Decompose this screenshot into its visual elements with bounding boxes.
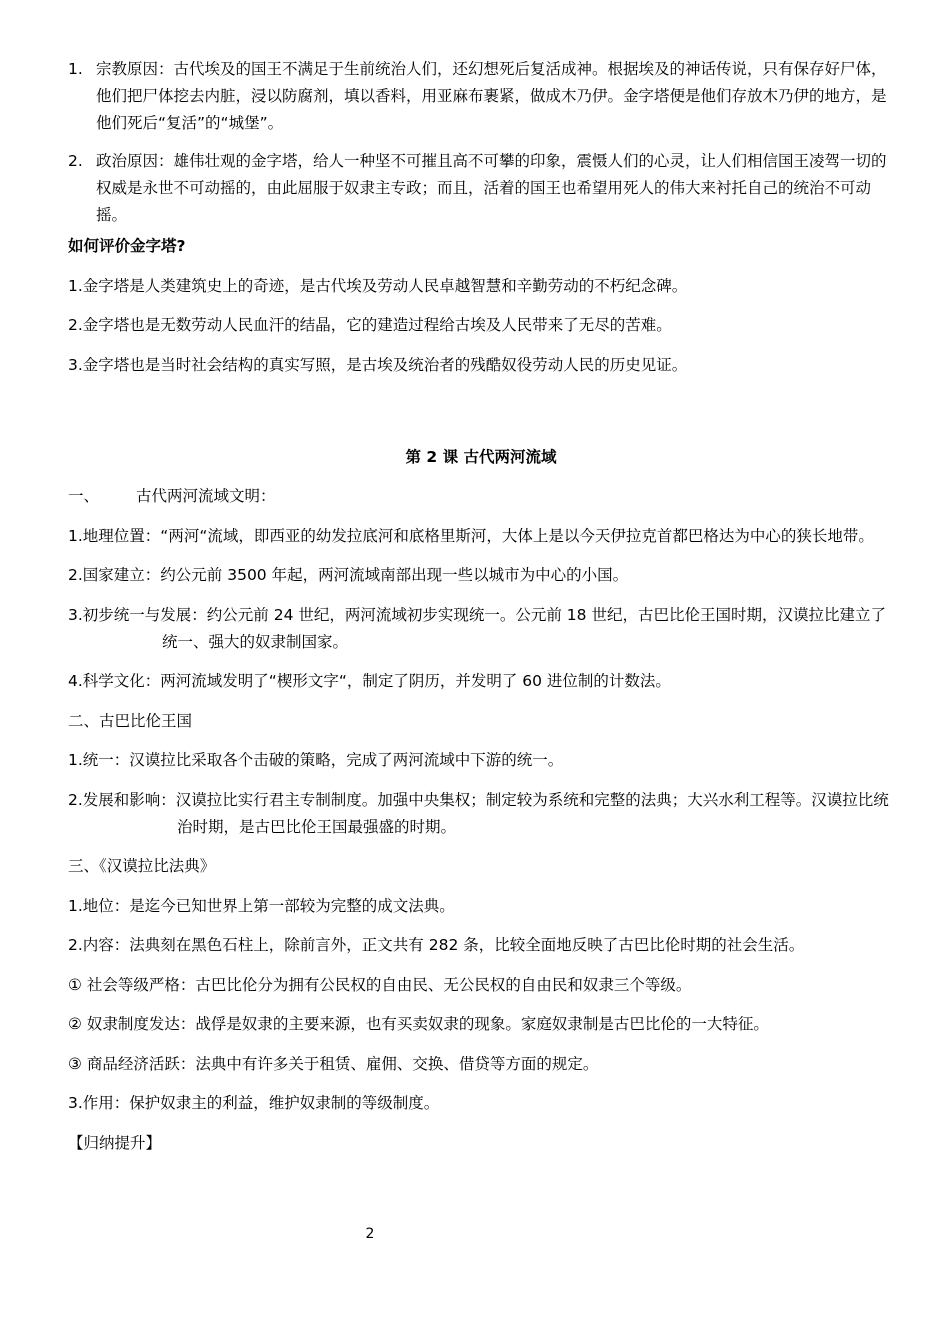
section1-item-3: 3.初步统一与发展：约公元前 24 世纪，两河流域初步实现统一。公元前 18 世纪，古巴比伦王国时期，汉谟拉比建立了统一、强大的奴隶制国家。 (68, 606, 886, 651)
section3-subitem-2: ② 奴隶制度发达：战俘是奴隶的主要来源，也有买卖奴隶的现象。家庭奴隶制是古巴比伦的一大特征。 (68, 1015, 769, 1033)
section1-heading (68, 483, 894, 510)
section2-item-1: 1.统一：汉谟拉比采取各个击破的策略，完成了两河流域中下游的统一。 (68, 751, 564, 769)
evaluate-item-1: 1.金字塔是人类建筑史上的奇迹，是古代埃及劳动人民卓越智慧和辛勤劳动的不朽纪念碑。 (68, 277, 688, 295)
section1-item-1: 1.地理位置：“两河“流域，即西亚的幼发拉底河和底格里斯河，大体上是以今天伊拉克首都巴格达为中心的狭长地带。 (68, 527, 874, 545)
section1-item-4: 4.科学文化：两河流域发明了“楔形文字“，制定了阴历，并发明了 60 进位制的计数法。 (68, 672, 671, 690)
list-number: 1. (68, 60, 83, 78)
section1-number: 一、 (68, 487, 100, 505)
section3-item-3: 3.作用：保护奴隶主的利益，维护奴隶制的等级制度。 (68, 1094, 440, 1112)
evaluate-heading: 如何评价金字塔? (68, 237, 186, 255)
religion-reason (68, 56, 894, 137)
section3-item-2: 2.内容：法典刻在黑色石柱上，除前言外，正文共有 282 条，比较全面地反映了古巴比伦时期的社会生活。 (68, 936, 805, 954)
section1-item-2: 2.国家建立：约公元前 3500 年起，两河流域南部出现一些以城市为中心的小国。 (68, 566, 629, 584)
section1-title: 古代两河流域文明： (136, 487, 276, 505)
list-text: 政治原因：雄伟壮观的金字塔，给人一种坚不可摧且高不可攀的印象，震慑人们的心灵，让人们相信国王凌驾一切的权威是永世不可动摇的，由此屈服于奴隶主专政；而且，活着的国王也希望用死人的伟大来衬托自己的统治不可动摇。 (96, 152, 887, 224)
evaluate-item-3: 3.金字塔也是当时社会结构的真实写照，是古埃及统治者的残酷奴役劳动人民的历史见证。 (68, 356, 688, 374)
section3-subitem-1: ① 社会等级严格：古巴比伦分为拥有公民权的自由民、无公民权的自由民和奴隶三个等级。 (68, 976, 692, 994)
list-number: 2. (68, 152, 83, 170)
section3-heading: 三、《汉谟拉比法典》 (68, 857, 216, 875)
summary-label: 【归纳提升】 (68, 1134, 162, 1152)
section2-heading: 二、古巴比伦王国 (68, 712, 193, 730)
lesson-title: 第 2 课 古代两河流域 (405, 448, 557, 466)
document-page (68, 56, 894, 1152)
page-number: 2 (365, 1226, 375, 1242)
section3-item-1: 1.地位：是迄今已知世界上第一部较为完整的成文法典。 (68, 897, 455, 915)
evaluate-item-2: 2.金字塔也是无数劳动人民血汗的结晶，它的建造过程给古埃及人民带来了无尽的苦难。 (68, 316, 672, 334)
section2-item-2: 2.发展和影响：汉谟拉比实行君主专制制度。加强中央集权；制定较为系统和完整的法典；大兴水利工程等。汉谟拉比统治时期，是古巴比伦王国最强盛的时期。 (68, 791, 889, 836)
list-text: 宗教原因：古代埃及的国王不满足于生前统治人们，还幻想死后复活成神。根据埃及的神话传说，只有保存好尸体，他们把尸体挖去内脏，浸以防腐剂，填以香料，用亚麻布裹紧，做成木乃伊。金字塔便是他们存放木乃伊的地方，是他们死后“复活”的“城堡”。 (96, 60, 887, 132)
political-reason (68, 148, 894, 229)
section3-subitem-3: ③ 商品经济活跃：法典中有许多关于租赁、雇佣、交换、借贷等方面的规定。 (68, 1055, 599, 1073)
